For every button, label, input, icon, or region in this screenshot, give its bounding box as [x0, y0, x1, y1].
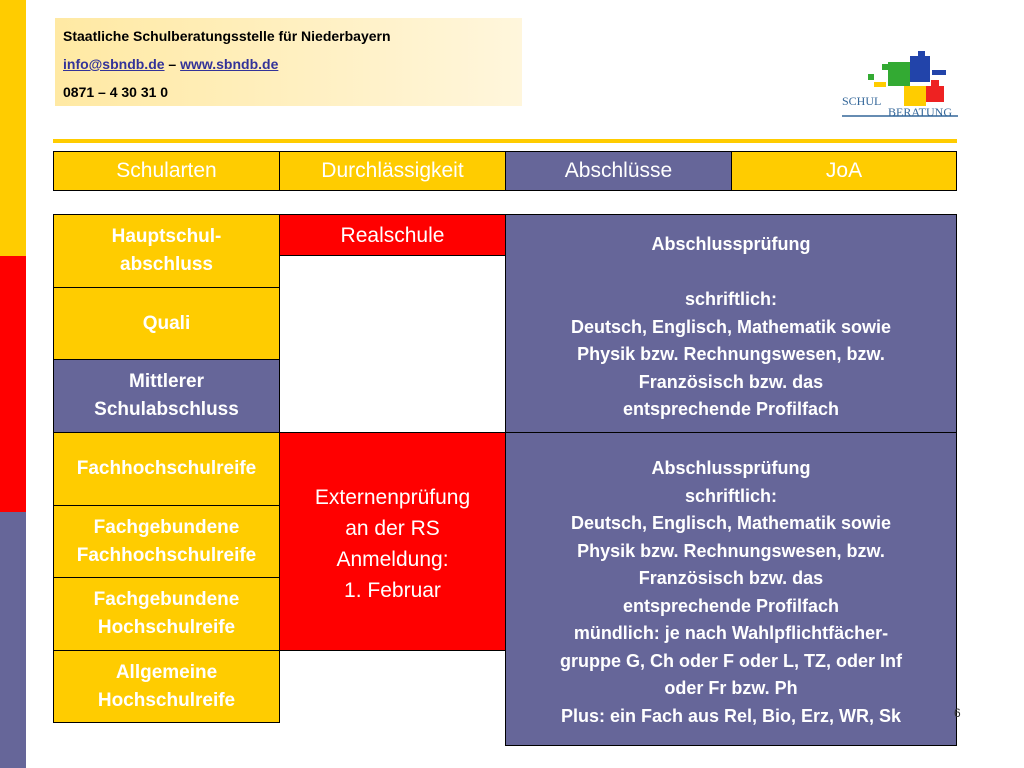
exam-line: schriftlich:	[684, 289, 777, 309]
left-item-label: Fachhochschulreife	[76, 544, 257, 566]
left-item-label: Hochschulreife	[97, 689, 236, 711]
email-link[interactable]: info@sbndb.de	[63, 56, 165, 72]
exam-line: oder Fr bzw. Ph	[664, 678, 798, 698]
logo-text-schul: SCHUL	[842, 94, 882, 108]
left-item-fachgebundene-hochschulreife[interactable]	[53, 577, 280, 651]
left-item-label: Fachgebundene	[93, 516, 240, 538]
left-item-label: Quali	[142, 312, 191, 334]
left-item-label: abschluss	[120, 254, 213, 275]
left-item-allgemeine-hochschulreife[interactable]	[53, 650, 280, 723]
org-name: Staatliche Schulberatungsstelle für Niederbayern	[63, 28, 391, 44]
tab-schularten[interactable]: Schularten	[53, 151, 280, 191]
realschule-cell[interactable]: Realschule	[279, 214, 506, 256]
extern-line: Anmeldung:	[336, 548, 449, 571]
exam-line: Abschlussprüfung	[651, 234, 811, 254]
exam-line: entsprechende Profilfach	[622, 399, 840, 419]
exam-line: schriftlich:	[684, 485, 777, 506]
left-item-label: Fachgebundene	[93, 589, 240, 610]
left-item-mittlerer-schulabschluss[interactable]	[53, 359, 280, 433]
exam-line: Abschlussprüfung	[651, 458, 811, 478]
exam-line: Französisch bzw. das	[638, 568, 824, 588]
phone-number: 0871 – 4 30 31 0	[63, 84, 169, 100]
left-item-label: Allgemeine	[115, 661, 218, 683]
extern-line: Externenprüfung	[314, 486, 471, 509]
tab-durchlaessigkeit[interactable]: Durchlässigkeit	[279, 151, 506, 191]
website-link[interactable]: www.sbndb.de	[180, 56, 279, 72]
logo-text-beratung: BERATUNG	[888, 105, 953, 119]
exam-line: Deutsch, Englisch, Mathematik sowie	[570, 316, 892, 337]
abschlusspruefung-extern-cell	[505, 432, 957, 746]
left-item-label: Schulabschluss	[94, 399, 239, 420]
left-item-label: Fachhochschulreife	[76, 458, 257, 479]
left-item-label: Mittlerer	[129, 371, 204, 392]
extern-line: 1. Februar	[344, 579, 441, 602]
exam-line: Plus: ein Fach aus Rel, Bio, Erz, WR, Sk	[560, 705, 902, 726]
exam-line: gruppe G, Ch oder F oder L, TZ, oder Inf	[560, 650, 902, 671]
exam-line: Physik bzw. Rechnungswesen, bzw.	[577, 540, 885, 561]
left-item-label: Hochschulreife	[97, 617, 236, 638]
contact-line	[63, 56, 278, 72]
middle-empty-cell	[279, 255, 506, 433]
externenpruefung-cell[interactable]	[279, 432, 506, 651]
exam-line: Deutsch, Englisch, Mathematik sowie	[570, 513, 892, 533]
sidebar-strip-purple	[0, 512, 26, 768]
page-number: 6	[954, 706, 961, 720]
left-item-quali[interactable]	[53, 287, 280, 360]
tab-abschluesse[interactable]: Abschlüsse	[505, 151, 732, 191]
exam-line: entsprechende Profilfach	[622, 595, 840, 616]
schulberatung-logo	[838, 50, 962, 122]
contact-separator: –	[168, 56, 177, 72]
exam-line: Physik bzw. Rechnungswesen, bzw.	[577, 344, 885, 364]
exam-line: Französisch bzw. das	[638, 371, 824, 392]
left-item-fachgebundene-fachhochschulreife[interactable]	[53, 505, 280, 578]
left-item-label: Hauptschul-	[111, 226, 222, 247]
sidebar-strip-red	[0, 256, 26, 512]
abschlusspruefung-rs-cell	[505, 214, 957, 433]
tab-joa[interactable]: JoA	[731, 151, 957, 191]
extern-line: an der RS	[345, 517, 440, 540]
header-divider	[53, 139, 957, 143]
left-item-hauptschulabschluss[interactable]	[53, 214, 280, 288]
exam-line: mündlich: je nach Wahlpflichtfächer-	[573, 623, 889, 643]
left-item-fachhochschulreife[interactable]	[53, 432, 280, 506]
sidebar-strip-yellow	[0, 0, 26, 256]
